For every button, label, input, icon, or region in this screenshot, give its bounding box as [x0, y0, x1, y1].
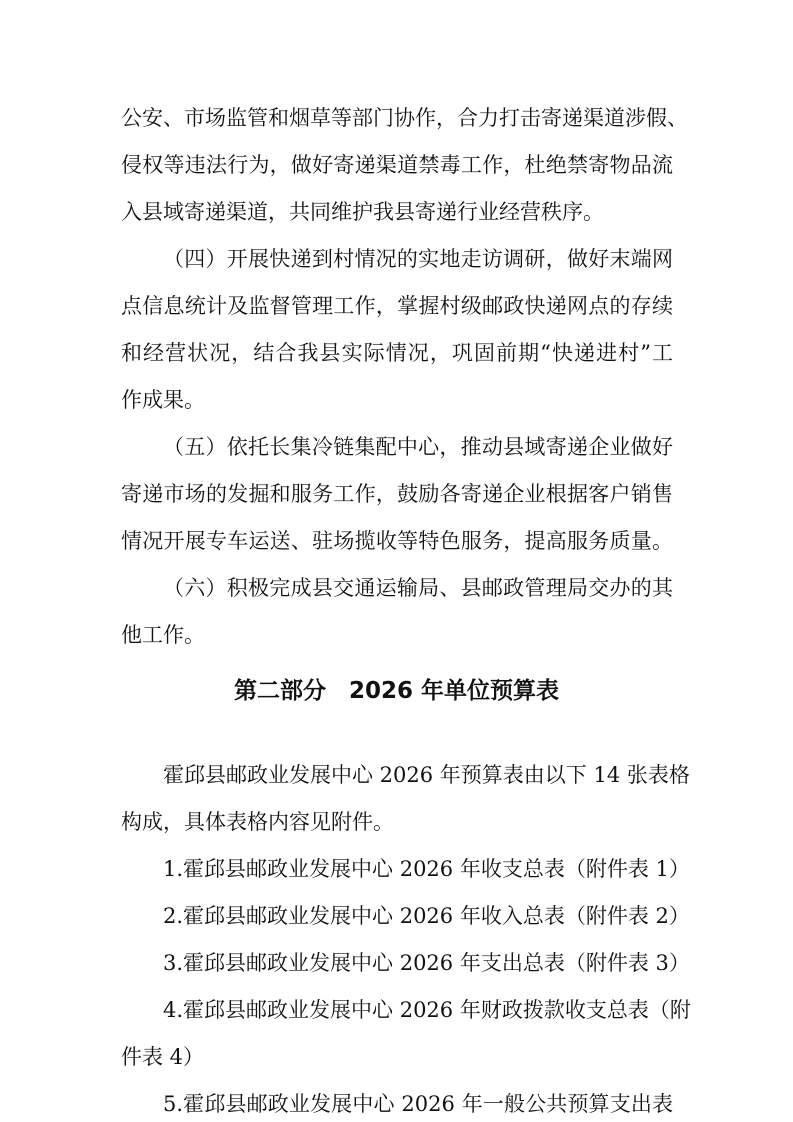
list-item: 件表 4） [121, 1045, 205, 1069]
list-item: 1.霍邱县邮政业发展中心 2026 年收支总表（附件表 1） [163, 857, 690, 881]
paragraph-line: （四）开展快递到村情况的实地走访调研，做好末端网 [163, 247, 673, 271]
paragraph-line: 点信息统计及监督管理工作，掌握村级邮政快递网点的存续 [121, 294, 673, 318]
list-item: 2.霍邱县邮政业发展中心 2026 年收入总表（附件表 2） [163, 904, 690, 928]
paragraph-line: （六）积极完成县交通运输局、县邮政管理局交办的其 [163, 576, 673, 600]
list-item: 4.霍邱县邮政业发展中心 2026 年财政拨款收支总表（附 [163, 998, 691, 1022]
list-item: 3.霍邱县邮政业发展中心 2026 年支出总表（附件表 3） [163, 951, 690, 975]
paragraph-line: 入县域寄递渠道，共同维护我县寄递行业经营秩序。 [121, 200, 604, 224]
section-heading: 第二部分 2026 年单位预算表 [233, 678, 560, 704]
list-item: 5.霍邱县邮政业发展中心 2026 年一般公共预算支出表 [163, 1092, 673, 1116]
paragraph-line: 侵权等违法行为，做好寄递渠道禁毒工作，杜绝禁寄物品流 [121, 153, 673, 177]
paragraph-line: 和经营状况，结合我县实际情况，巩固前期“快递进村”工 [121, 341, 673, 365]
paragraph-line: 寄递市场的发掘和服务工作，鼓励各寄递企业根据客户销售 [121, 482, 673, 506]
paragraph-line: 霍邱县邮政业发展中心 2026 年预算表由以下 14 张表格 [163, 763, 690, 787]
paragraph-line: 情况开展专车运送、驻场揽收等特色服务，提高服务质量。 [121, 529, 673, 553]
paragraph-line: （五）依托长集冷链集配中心，推动县域寄递企业做好 [163, 435, 673, 459]
paragraph-line: 他工作。 [121, 623, 205, 647]
paragraph-line: 作成果。 [121, 388, 205, 412]
paragraph-line: 公安、市场监管和烟草等部门协作，合力打击寄递渠道涉假、 [121, 106, 688, 130]
paragraph-line: 构成，具体表格内容见附件。 [121, 810, 394, 834]
